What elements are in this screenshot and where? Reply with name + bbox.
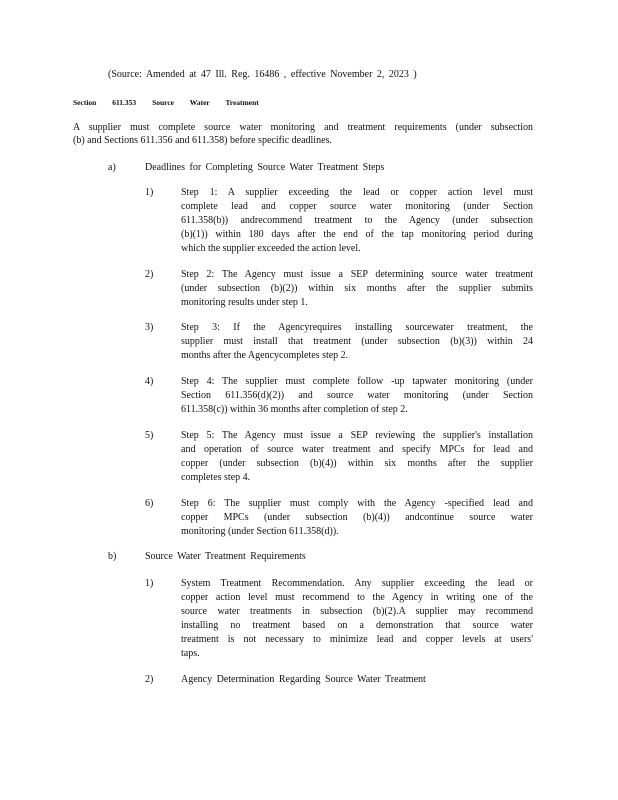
item-line: treatment is not necessary to minimize lead and copper levels at users' [181, 634, 533, 645]
step-number: 5) [145, 430, 154, 441]
step-number: 6) [145, 498, 154, 509]
step-line: monitoring results under step 1. [181, 297, 308, 308]
step-line: (b)(1)) within 180 days after the end of the tap monitoring period during [181, 229, 533, 240]
step-1-paragraph [181, 186, 533, 256]
step-line: 611.358(c)) within 36 months after completion of step 2. [181, 404, 408, 415]
item-line: taps. [181, 648, 200, 659]
step-5-paragraph [181, 429, 533, 485]
step-6-paragraph [181, 497, 533, 539]
step-line: Step 4: The supplier must complete follow -up tapwater monitoring (under [181, 376, 533, 387]
step-line: months after the Agencycompletes step 2. [181, 350, 349, 361]
section-label: Section [73, 98, 97, 107]
step-line: completes step 4. [181, 472, 251, 483]
step-line: copper MPCs (under subsection (b)(4)) andcontinue source water [181, 512, 533, 523]
item-line: System Treatment Recommendation. Any supplier exceeding the lead or [181, 578, 533, 589]
step-line: supplier must install that treatment (under subsection (b)(3)) within 24 [181, 336, 533, 347]
step-line: Step 2: The Agency must issue a SEP determining source water treatment [181, 269, 533, 280]
item-line: installing no treatment based on a demonstration that source water [181, 620, 533, 631]
intro-line: A supplier must complete source water monitoring and treatment requirements (under subsection [73, 122, 533, 133]
step-line: complete lead and copper source water monitoring (under Section [181, 201, 533, 212]
subsection-b-heading: Source Water Treatment Requirements [145, 551, 306, 562]
step-number: 3) [145, 322, 154, 333]
system-treatment-paragraph [181, 577, 533, 661]
source-note: (Source: Amended at 47 Ill. Reg. 16486 , effective November 2, 2023 ) [108, 69, 417, 80]
agency-determination-heading [181, 673, 533, 687]
step-line: Step 5: The Agency must issue a SEP reviewing the supplier's installation [181, 430, 533, 441]
step-line: 611.358(b)) andrecommend treatment to the Agency (under subsection [181, 215, 533, 226]
step-4-paragraph [181, 375, 533, 417]
subsection-b-label: b) [108, 551, 117, 562]
intro-line: (b) and Sections 611.356 and 611.358) before specific deadlines. [73, 135, 332, 146]
item-line: source water treatments in subsection (b)(2).A supplier may recommend [181, 606, 533, 617]
subsection-a-label: a) [108, 162, 116, 173]
item-number: 1) [145, 578, 154, 589]
step-line: Step 1: A supplier exceeding the lead or copper action level must [181, 187, 533, 198]
step-number: 1) [145, 187, 154, 198]
item-line: copper action level must recommend to the Agency in writing one of the [181, 592, 533, 603]
step-number: 4) [145, 376, 154, 387]
item-number: 2) [145, 674, 154, 685]
step-number: 2) [145, 269, 154, 280]
step-line: Section 611.356(d)(2)) and source water monitoring (under Section [181, 390, 533, 401]
step-2-paragraph [181, 268, 533, 310]
section-title: Source Water Treatment [152, 98, 259, 107]
step-line: and operation of source water treatment and specify MPCs for lead and [181, 444, 533, 455]
section-heading [73, 96, 259, 110]
step-line: (under subsection (b)(2)) within six months after the supplier submits [181, 283, 533, 294]
section-number: 611.353 [112, 98, 137, 107]
step-line: Step 6: The supplier must comply with the Agency -specified lead and [181, 498, 533, 509]
step-line: monitoring (under Section 611.358(d)). [181, 526, 339, 537]
item-line: Agency Determination Regarding Source Water Treatment [181, 674, 426, 685]
subsection-a-heading: Deadlines for Completing Source Water Treatment Steps [145, 162, 385, 173]
step-3-paragraph [181, 321, 533, 363]
step-line: which the supplier exceeded the action level. [181, 243, 361, 254]
step-line: copper (under subsection (b)(4)) within six months after the supplier [181, 458, 533, 469]
step-line: Step 3: If the Agencyrequires installing sourcewater treatment, the [181, 322, 533, 333]
